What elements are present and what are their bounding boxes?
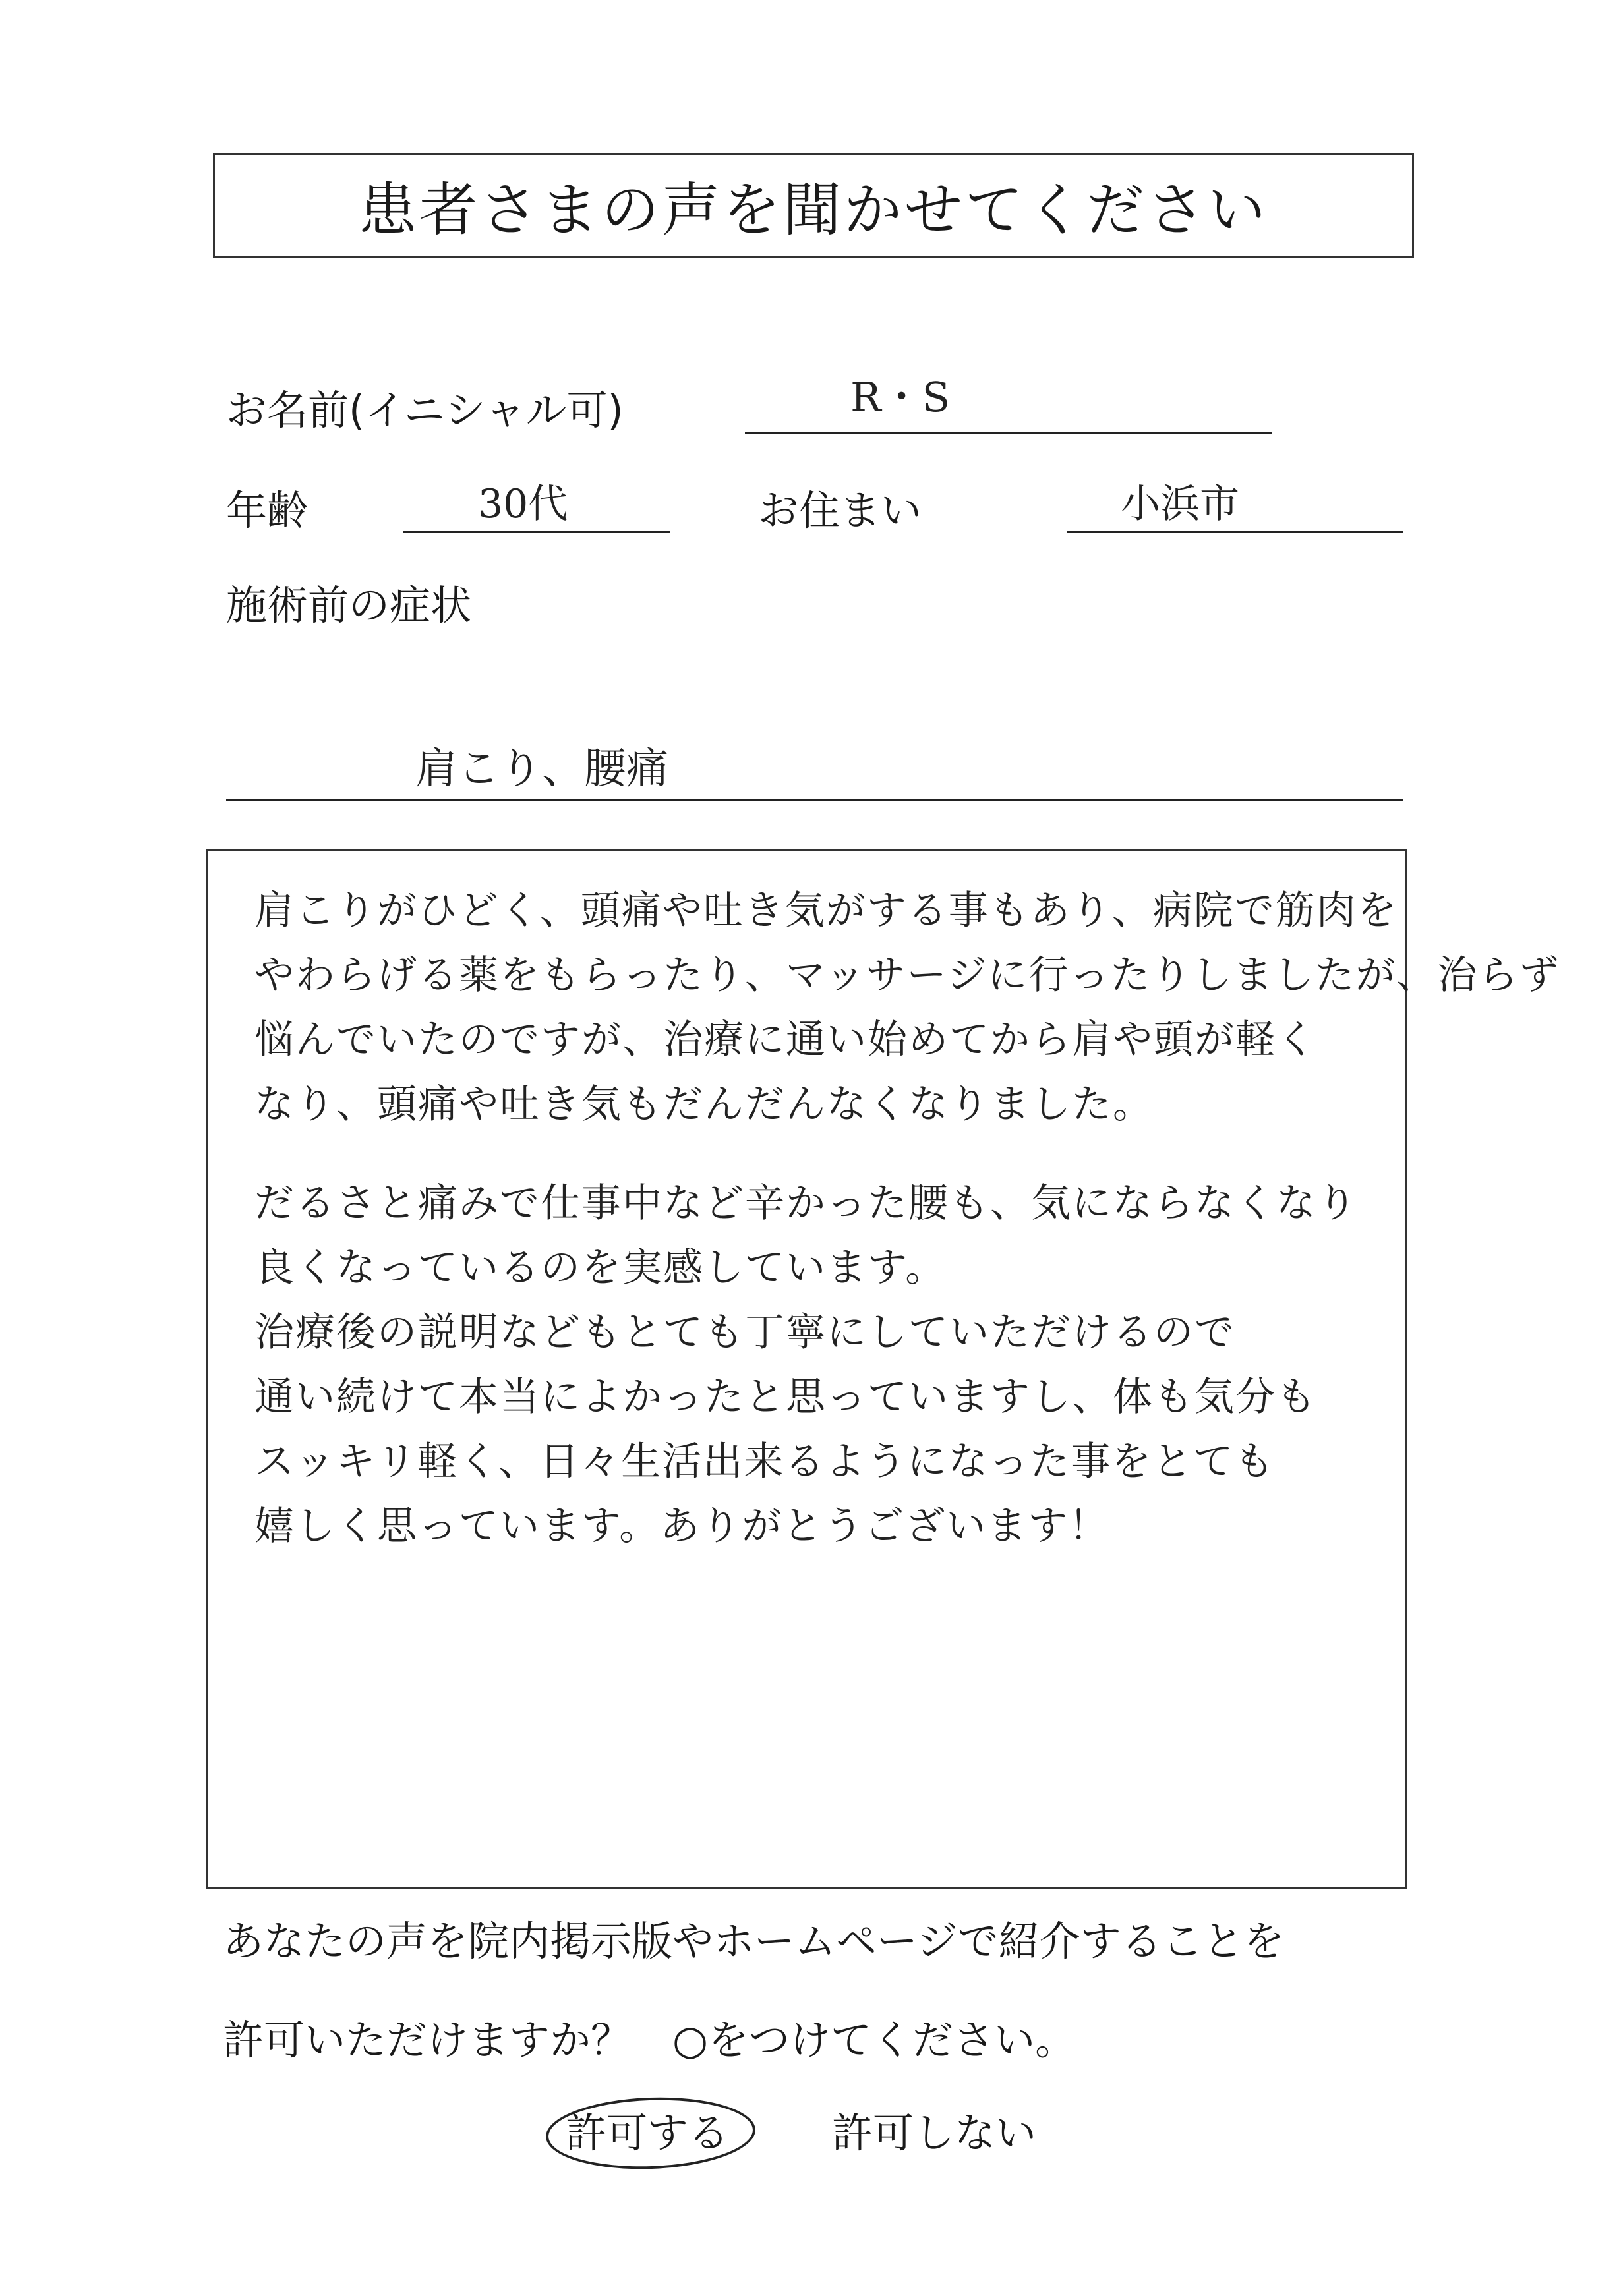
allow-option[interactable]: 許可する [566, 2109, 730, 2157]
age-underline [403, 531, 670, 533]
comment-line: スッキリ軽く、日々生活出来るようになった事をとても [254, 1439, 1276, 1485]
deny-option[interactable]: 許可しない [832, 2109, 1037, 2157]
comment-text [254, 878, 1560, 1559]
name-value: R・S [850, 373, 951, 421]
symptoms-label: 施術前の症状 [226, 581, 472, 629]
comment-line: 良くなっているのを実感しています。 [254, 1245, 947, 1291]
page-title: 患者さまの声を聞かせてください [213, 153, 1414, 258]
comment-line: 通い続けて本当によかったと思っていますし、体も気分も [254, 1374, 1317, 1420]
comment-line: やわらげる薬をもらったり、マッサージに行ったりしましたが、治らず [254, 952, 1560, 998]
residence-underline [1067, 531, 1403, 533]
comment-line: 悩んでいたのですが、治療に通い始めてから肩や頭が軽く [254, 1017, 1317, 1063]
name-label: お名前(イニシャル可) [226, 386, 624, 434]
symptoms-underline [226, 799, 1403, 801]
comment-line: 治療後の説明などもとても丁寧にしていただけるので [254, 1309, 1235, 1356]
symptoms-value: 肩こり、腰痛 [415, 745, 668, 793]
residence-label: お住まい [758, 486, 922, 534]
comment-line: なり、頭痛や吐き気もだんだんなくなりました。 [254, 1081, 1154, 1128]
comment-line: だるさと痛みで仕事中など辛かった腰も、気にならなくなり [254, 1180, 1358, 1226]
age-label: 年齢 [226, 486, 309, 534]
residence-value: 小浜市 [1121, 481, 1239, 527]
age-value: 30代 [478, 481, 568, 527]
consent-question-line1: あなたの声を院内掲示版やホームページで紹介することを [223, 1917, 1285, 1965]
comment-box [206, 849, 1560, 1889]
name-underline [745, 432, 1272, 434]
comment-line: 肩こりがひどく、頭痛や吐き気がする事もあり、病院で筋肉を [254, 888, 1398, 934]
consent-question-line2: 許可いただけますか？ ○をつけてください。 [223, 2016, 1076, 2064]
comment-line: 嬉しく思っています。ありがとうございます！ [254, 1503, 1110, 1549]
